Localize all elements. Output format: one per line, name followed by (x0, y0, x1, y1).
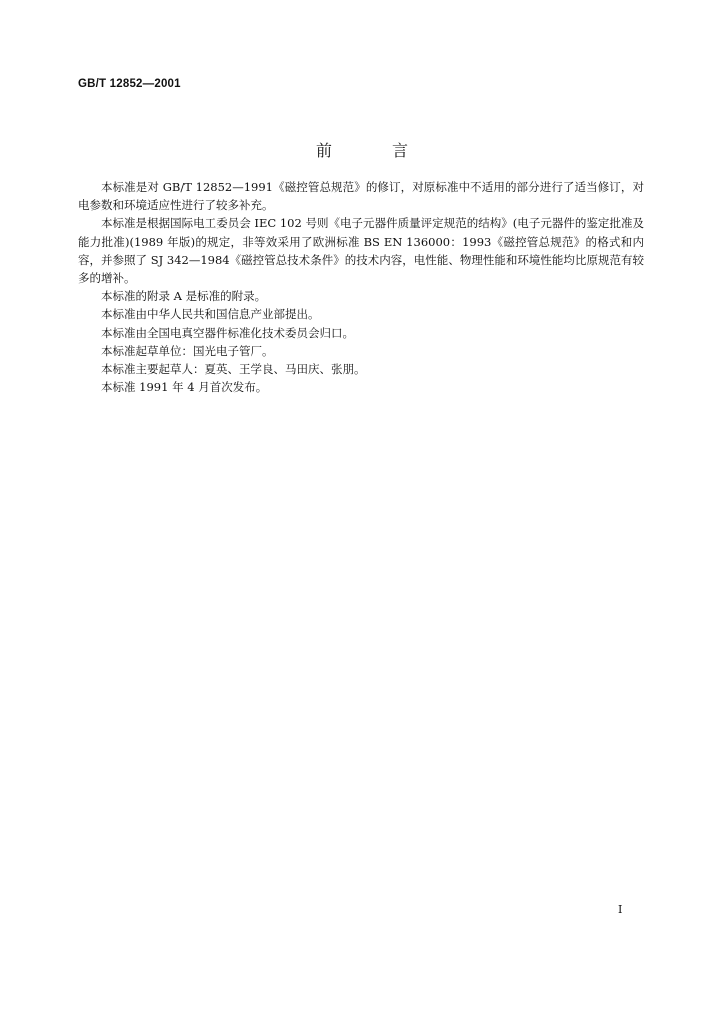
paragraph-appendix: 本标准的附录 A 是标准的附录。 (101, 289, 267, 304)
paragraph-first-release: 本标准 1991 年 4 月首次发布。 (101, 380, 268, 395)
paragraph-revision: 本标准是对 GB/T 12852—1991《磁控管总规范》的修订，对原标准中不适用的部分进行了适当修订，对电参数和环境适应性进行了较多补充。 (78, 180, 644, 213)
paragraph-committee: 本标准由全国电真空器件标准化技术委员会归口。 (101, 325, 354, 340)
page-title (0, 138, 724, 161)
standard-code: GB/T 12852—2001 (78, 78, 181, 90)
paragraph-drafters: 本标准主要起草人：夏英、王学良、马田庆、张朋。 (101, 362, 366, 377)
page-number: I (618, 903, 623, 916)
title-char-1: 前 (315, 141, 332, 160)
foreword-body (78, 178, 644, 396)
paragraph-proposer: 本标准由中华人民共和国信息产业部提出。 (101, 307, 320, 322)
paragraph-drafting-unit: 本标准起草单位：国光电子管厂。 (101, 343, 274, 358)
paragraph-basis: 本标准是根据国际电工委员会 IEC 102 号则《电子元器件质量评定规范的结构》(电子元器件的鉴定批准及能力批准)(1989 年版)的规定，非等效采用了欧洲标准 BS EN 136000：1993《磁控管总规范》的格式和内容，并参照了 SJ 342—1984《磁控管总技术条件》的技术内容，电性能、物理性能和环境性能均比原规范有较多的增补。 (78, 216, 644, 286)
title-char-2: 言 (392, 141, 409, 160)
